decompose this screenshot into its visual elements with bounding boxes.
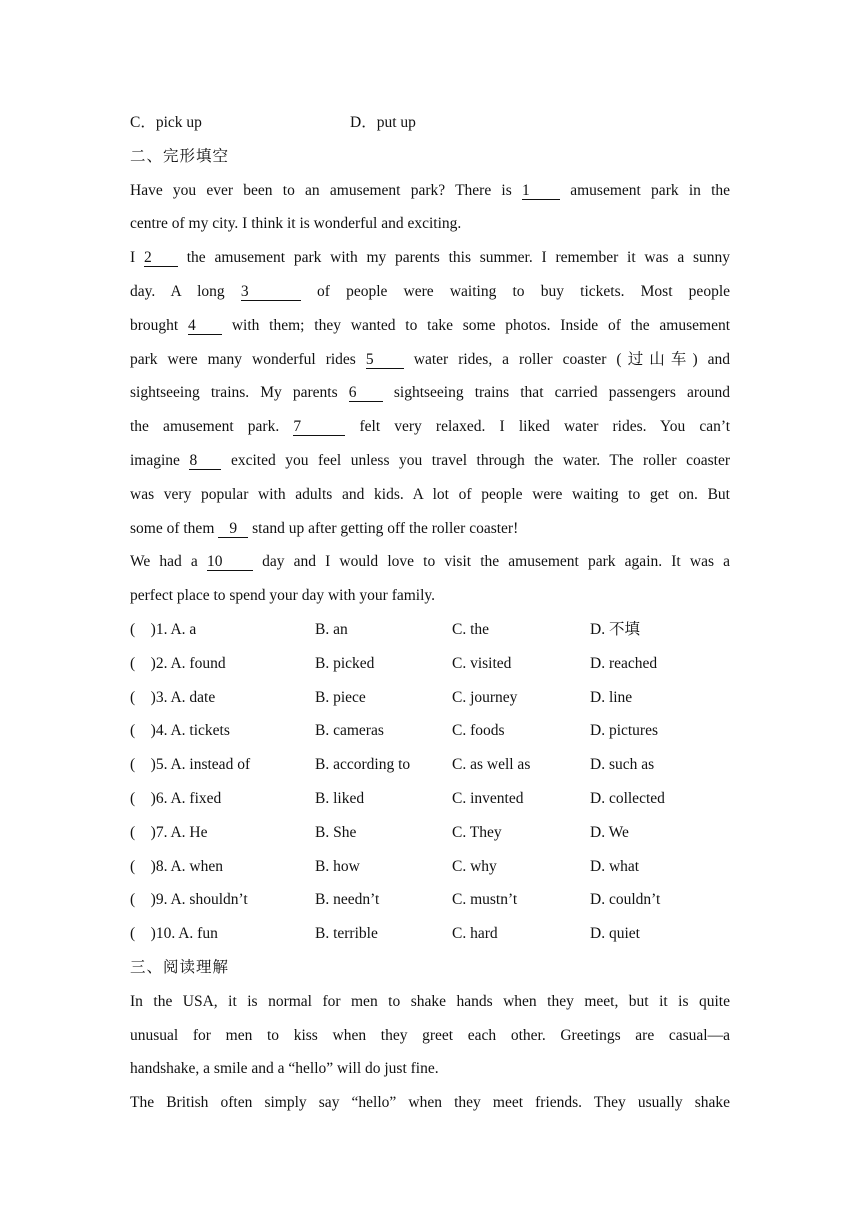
passage-line: some of them 9 stand up after getting off the roller coaster! [130, 519, 519, 537]
option-d: D．put up [350, 114, 416, 131]
blank-5: 5 [366, 351, 404, 369]
passage-line: Have you ever been to an amusement park? There is 1 amusement park in the [130, 181, 731, 199]
question-row: ( )8. A. when B. how C. why D. what [130, 857, 640, 875]
question-row: ( )4. A. tickets B. cameras C. foods D. pictures [130, 722, 659, 740]
passage-line: day. A long 3 of people were waiting to buy tickets. Most people [130, 282, 731, 300]
passage-line: We had a 10 day and I would love to visit the amusement park again. It was a [130, 553, 730, 571]
passage-line: brought 4 with them; they wanted to take some photos. Inside of the amusement [130, 316, 730, 334]
passage-line: the amusement park. 7 felt very relaxed. I liked water rides. You can’t [130, 418, 731, 436]
passage-line: perfect place to spend your day with your family. [130, 587, 436, 605]
question-row: ( )10. A. fun B. terrible C. hard D. quiet [130, 925, 640, 943]
blank-7: 7 [293, 418, 345, 436]
blank-10: 10 [207, 553, 253, 571]
blank-1: 1 [522, 182, 560, 200]
question-row: ( )1. A. a B. an C. the D. 不填 [130, 620, 640, 638]
question-list [130, 613, 730, 951]
previous-question-options [130, 106, 730, 140]
question-row: ( )6. A. fixed B. liked C. invented D. collected [130, 789, 665, 807]
passage-line: I 2 the amusement park with my parents this summer. I remember it was a sunny [130, 249, 731, 267]
question-row: ( )3. A. date B. piece C. journey D. line [130, 688, 633, 706]
question-row: ( )7. A. He B. She C. They D. We [130, 823, 629, 841]
section-title-reading: 三、阅读理解 [130, 958, 230, 976]
passage-line: sightseeing trains. My parents 6 sightseeing trains that carried passengers around [130, 384, 731, 402]
question-row: ( )2. A. found B. picked C. visited D. reached [130, 654, 658, 672]
reading-line: unusual for men to kiss when they greet each other. Greetings are casual—a [130, 1026, 730, 1044]
blank-2: 2 [144, 249, 178, 267]
blank-8: 8 [189, 452, 221, 470]
reading-line: The British often simply say “hello” when they meet friends. They usually shake [130, 1094, 730, 1112]
blank-9: 9 [218, 520, 248, 538]
blank-6: 6 [349, 384, 383, 402]
option-c: C．pick up [130, 114, 202, 131]
section-title-cloze: 二、完形填空 [130, 147, 230, 165]
question-row: ( )9. A. shouldn’t B. needn’t C. mustn’t D. couldn’t [130, 891, 661, 909]
blank-4: 4 [188, 317, 222, 335]
passage-line: centre of my city. I think it is wonderful and exciting. [130, 215, 462, 233]
reading-line: handshake, a smile and a “hello” will do just fine. [130, 1060, 439, 1078]
passage-line: imagine 8 excited you feel unless you travel through the water. The roller coaster [130, 451, 730, 469]
reading-line: In the USA, it is normal for men to shake hands when they meet, but it is quite [130, 992, 730, 1010]
passage-line: park were many wonderful rides 5 water rides, a roller coaster (过山车) and [130, 350, 731, 368]
blank-3: 3 [241, 283, 301, 301]
passage-line: was very popular with adults and kids. A lot of people were waiting to get on. But [130, 485, 730, 503]
question-row: ( )5. A. instead of B. according to C. as well as D. such as [130, 756, 655, 774]
document-page [130, 106, 730, 1120]
